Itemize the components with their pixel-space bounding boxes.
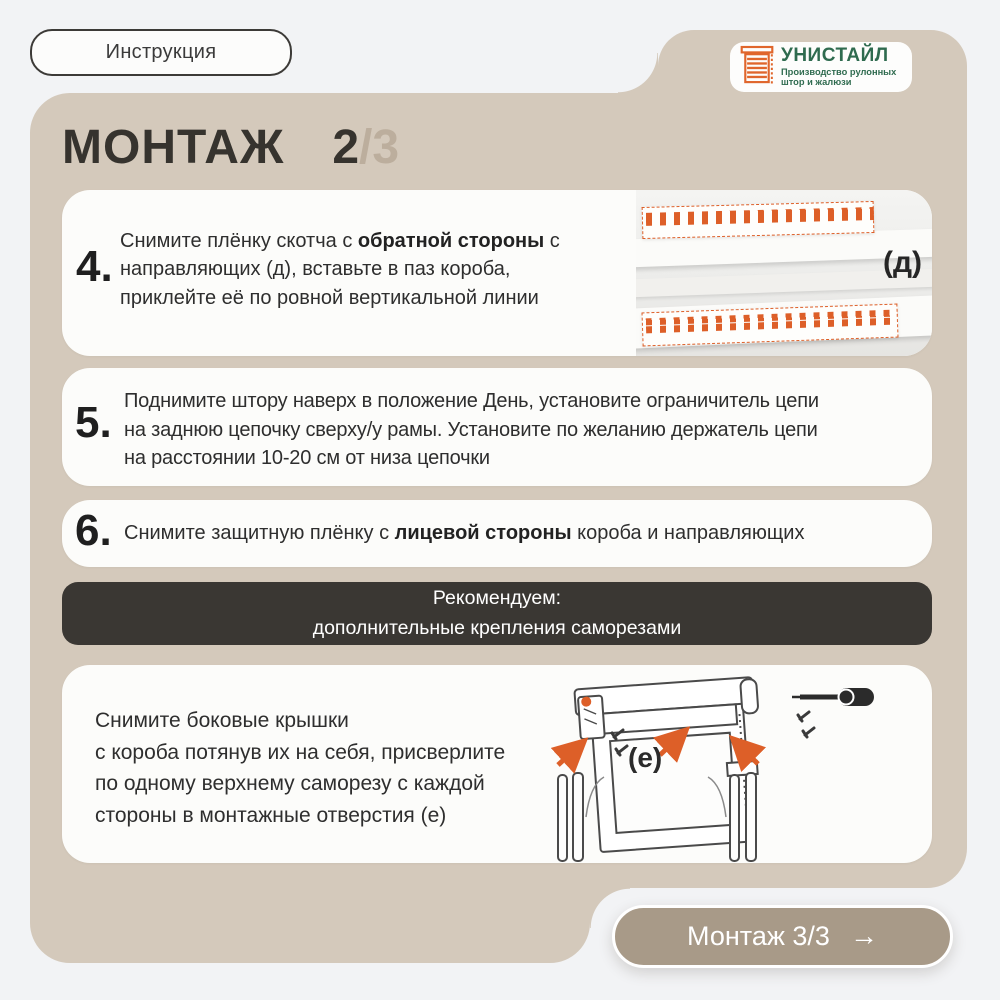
step-card-5 xyxy=(62,368,932,486)
final-step-card xyxy=(62,665,932,863)
page-number-total: /3 xyxy=(359,121,400,174)
step-card-6 xyxy=(62,500,932,567)
step-text-6: Снимите защитную плёнку с лицевой стороны короба и направляющих xyxy=(124,522,805,544)
next-page-label: Монтаж 3/3 xyxy=(687,921,830,951)
step-card-4 xyxy=(62,190,932,356)
beige-bottom-extension xyxy=(30,850,590,963)
brand-logo-text xyxy=(781,46,896,89)
diagram-label-e: (e) xyxy=(628,742,663,773)
brand-subtitle: Производство рулонных штор и жалюзи xyxy=(781,66,897,88)
page-title xyxy=(62,120,399,175)
step-number-6: 6. xyxy=(75,506,112,555)
title-word: МОНТАЖ xyxy=(62,121,285,174)
tab-fillet xyxy=(618,53,658,93)
rails-tape-photo xyxy=(636,190,932,356)
instruction-badge[interactable] xyxy=(30,29,292,76)
recommendation-line2: дополнительные крепления саморезами xyxy=(312,616,682,639)
recommendation-banner xyxy=(62,582,932,645)
blinds-icon xyxy=(739,44,775,91)
photo-label-d: (д) xyxy=(882,246,922,279)
installation-diagram xyxy=(550,667,930,862)
step-text-5: Поднимите штору наверх в положение День, установите ограничитель цепи на заднюю цепочку сверху/у рамы. Установите по желанию держатель цепи на расстоянии 10-20 см от низа цепочки xyxy=(124,390,819,470)
step-number-4: 4. xyxy=(76,242,113,291)
page-number-current: 2 xyxy=(332,121,360,174)
step-number-5: 5. xyxy=(75,398,112,447)
adhesive-tape-strip xyxy=(642,201,875,239)
screwdriver-icon xyxy=(792,688,874,706)
recommendation-line1: Рекомендуем: xyxy=(432,587,562,610)
next-page-button[interactable] xyxy=(612,905,953,968)
final-step-text: Снимите боковые крышки с короба потянув их на себя, присверлите по одному верхнему саморезу с каждой стороны в монтажные отверстия (е) xyxy=(95,709,506,827)
step-text-4: Снимите плёнку скотча с обратной стороны с направляющих (д), вставьте в паз короба, приклейте её по ровной вертикальной линии xyxy=(120,230,560,309)
brand-name: УНИСТАЙЛ xyxy=(781,44,889,66)
instruction-badge-label: Инструкция xyxy=(105,41,217,63)
arrow-right-icon: → xyxy=(849,919,878,951)
brand-logo xyxy=(730,42,912,92)
